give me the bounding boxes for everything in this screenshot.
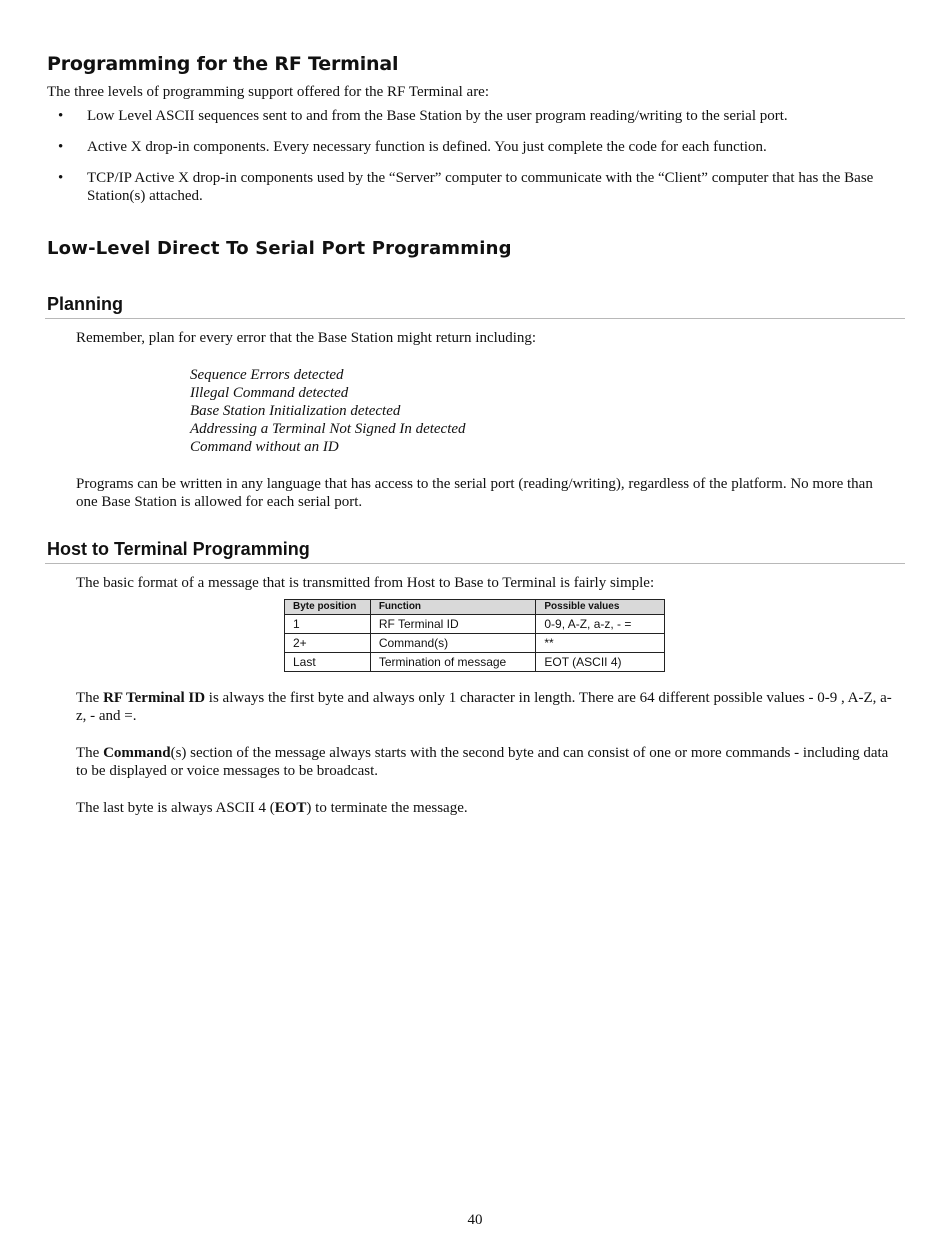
error-item: Sequence Errors detected <box>190 367 344 383</box>
bold-term: Command <box>103 745 171 761</box>
error-item: Base Station Initialization detected <box>190 403 401 419</box>
table-cell: RF Terminal ID <box>370 615 536 634</box>
text-run: The <box>76 745 104 761</box>
list-item <box>58 138 898 156</box>
bold-term: EOT <box>274 800 307 816</box>
section-title-programming: Programming for the RF Terminal <box>47 53 399 75</box>
support-levels-list <box>58 107 898 218</box>
page-number: 40 <box>467 1212 483 1228</box>
table-cell: Termination of message <box>370 653 536 672</box>
table-header-row <box>285 600 665 615</box>
table-cell: EOT (ASCII 4) <box>536 653 665 672</box>
column-header: Function <box>370 600 536 615</box>
table-cell: 0-9, A-Z, a-z, - = <box>536 615 665 634</box>
section-intro: The three levels of programming support offered for the RF Terminal are: <box>47 84 490 100</box>
list-item-text: Low Level ASCII sequences sent to and from the Base Station by the user program reading/writing to the serial port. <box>87 108 788 124</box>
table-cell: Command(s) <box>370 634 536 653</box>
heading-divider <box>45 318 905 319</box>
list-item-text: Active X drop-in components. Every necessary function is defined. You just complete the code for each function. <box>87 139 767 155</box>
list-item <box>58 169 898 205</box>
table-row <box>285 653 665 672</box>
section-title-low-level: Low-Level Direct To Serial Port Programming <box>47 238 512 259</box>
text-run: The <box>76 690 104 706</box>
message-format-table <box>284 599 665 672</box>
command-paragraph <box>76 744 898 780</box>
terminal-id-paragraph <box>76 689 898 725</box>
bullet-icon: • <box>58 108 64 124</box>
text-run: is always the first byte and always only 1 character in length. There are 64 different possible values - 0-9 , A-Z, a-z, - and =. <box>76 690 892 724</box>
text-run: The last byte is always ASCII 4 ( <box>76 800 275 816</box>
list-item-text: TCP/IP Active X drop-in components used by the “Server” computer to communicate with the “Client” computer that has the Base Station(s) attached. <box>87 170 874 204</box>
error-item: Addressing a Terminal Not Signed In detected <box>190 421 466 437</box>
error-item: Command without an ID <box>190 439 339 455</box>
error-item: Illegal Command detected <box>190 385 349 401</box>
heading-host-to-terminal: Host to Terminal Programming <box>47 539 310 559</box>
table-cell: 2+ <box>285 634 371 653</box>
error-list <box>190 366 466 456</box>
bold-term: RF Terminal ID <box>103 690 206 706</box>
table-row <box>285 634 665 653</box>
heading-divider <box>45 563 905 564</box>
planning-note: Programs can be written in any language that has access to the serial port (reading/writing), regardless of the platform. No more than one Base Station is allowed for each serial port. <box>76 476 873 510</box>
list-item <box>58 107 898 125</box>
text-run: (s) section of the message always starts with the second byte and can consist of one or more commands - including data to be displayed or voice messages to be broadcast. <box>76 745 889 779</box>
column-header: Byte position <box>285 600 371 615</box>
host-intro: The basic format of a message that is transmitted from Host to Base to Terminal is fairly simple: <box>76 575 655 591</box>
table-cell: 1 <box>285 615 371 634</box>
bullet-icon: • <box>58 170 64 186</box>
table-cell: ** <box>536 634 665 653</box>
table-cell: Last <box>285 653 371 672</box>
table-row <box>285 615 665 634</box>
bullet-icon: • <box>58 139 64 155</box>
planning-intro: Remember, plan for every error that the Base Station might return including: <box>76 330 537 346</box>
eot-paragraph <box>76 799 898 817</box>
column-header: Possible values <box>536 600 665 615</box>
text-run: ) to terminate the message. <box>306 800 468 816</box>
heading-planning: Planning <box>47 294 123 314</box>
